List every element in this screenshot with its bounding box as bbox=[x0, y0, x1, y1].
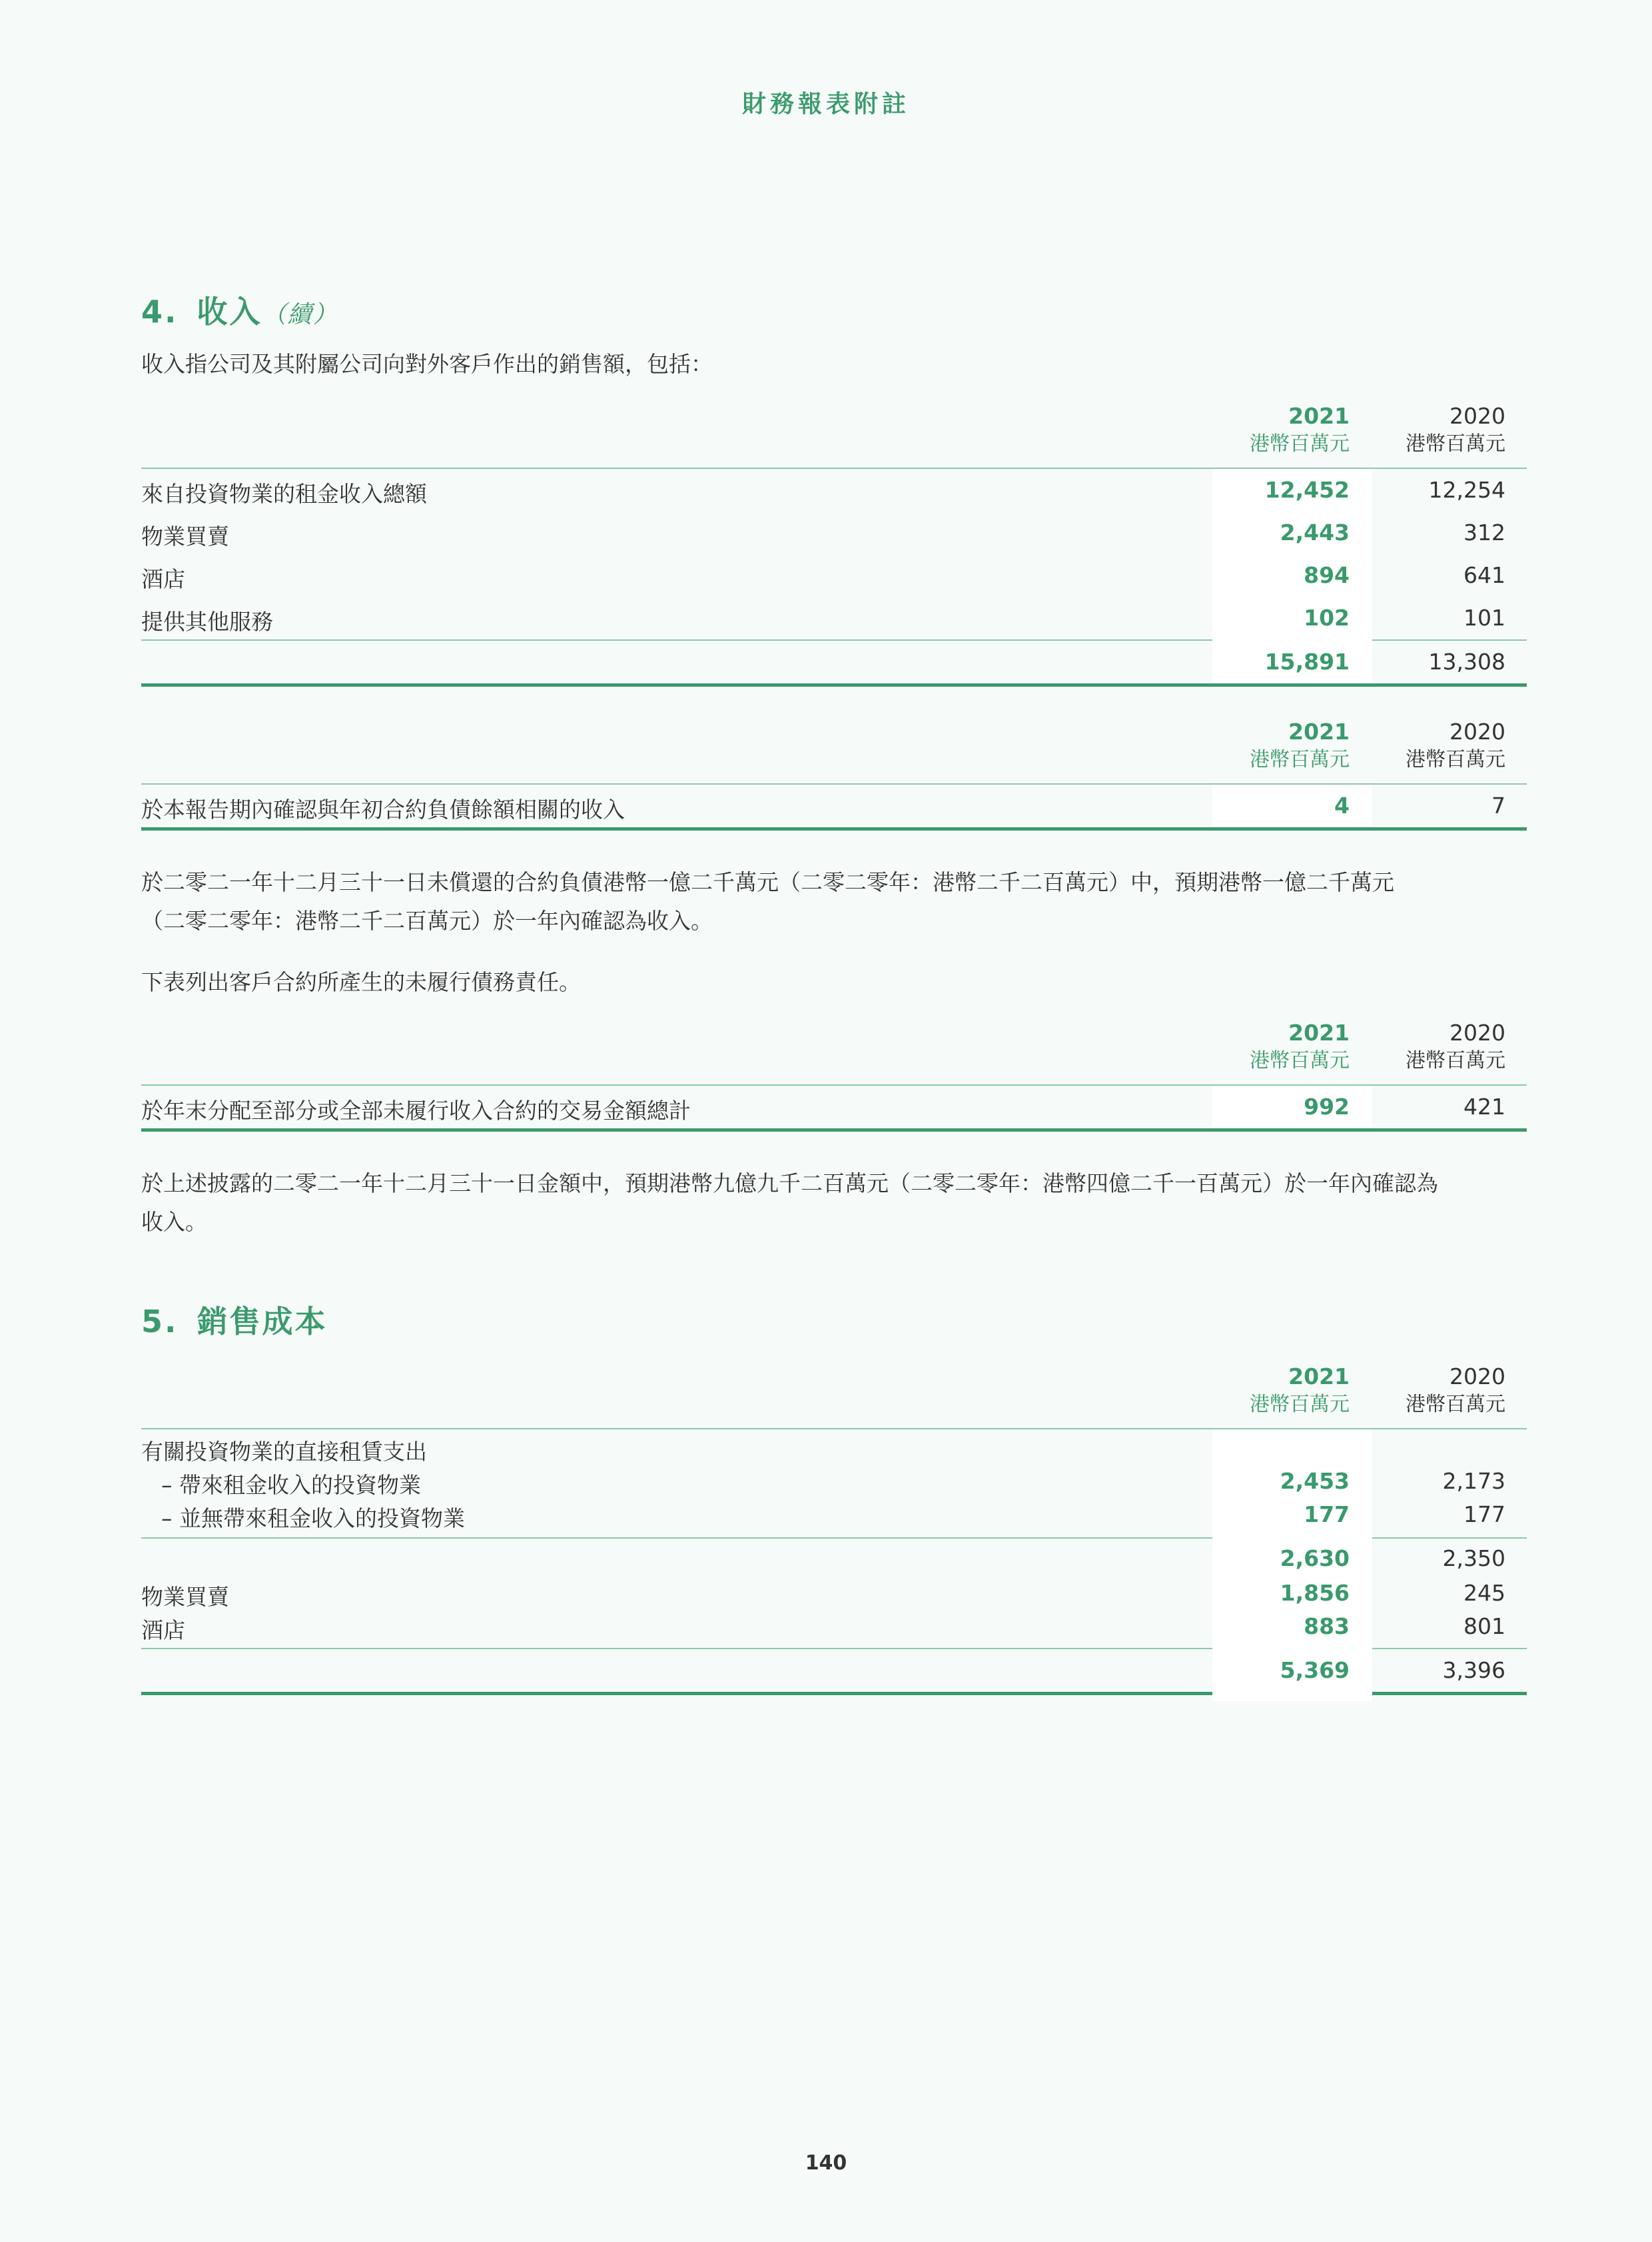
table-row: 物業買賣 1,856 245 bbox=[141, 1580, 1505, 1610]
section-4-heading bbox=[141, 288, 338, 332]
section-title: 銷售成本 bbox=[197, 1304, 328, 1339]
table-row: 於年末分配至部分或全部未履行收入合約的交易金額總計 992 421 bbox=[141, 1094, 1505, 1124]
continued-label: （續） bbox=[262, 301, 338, 328]
group-label-row: 有關投資物業的直接租賃支出 bbox=[141, 1439, 427, 1465]
unsatisfied-obligations-table bbox=[141, 1019, 1527, 1132]
table-header bbox=[141, 1019, 1527, 1074]
table-row: 酒店 894 641 bbox=[141, 562, 1505, 592]
total-rule bbox=[141, 1128, 1527, 1132]
current-year-header: 2021 港幣百萬元 bbox=[1250, 403, 1350, 456]
table-row: 提供其他服務 102 101 bbox=[141, 605, 1505, 635]
prior-year-header: 2020 港幣百萬元 bbox=[1406, 1363, 1505, 1416]
revenue-table bbox=[141, 402, 1527, 687]
section-number: 5. bbox=[141, 1304, 179, 1339]
section-number: 4. bbox=[141, 294, 179, 330]
table-header bbox=[141, 402, 1527, 457]
prior-year-header: 2020 港幣百萬元 bbox=[1406, 1020, 1505, 1072]
current-year-header: 2021 港幣百萬元 bbox=[1250, 1020, 1350, 1072]
section-5-heading bbox=[141, 1298, 327, 1341]
table-row: 物業買賣 2,443 312 bbox=[141, 520, 1505, 550]
subtotal-row: 2,630 2,350 bbox=[1280, 1545, 1505, 1571]
cost-of-sales-table bbox=[141, 1363, 1527, 1695]
total-row: 15,891 13,308 bbox=[1264, 649, 1505, 675]
table-row: – 帶來租金收入的投資物業 2,453 2,173 bbox=[161, 1468, 1505, 1498]
prior-year-header: 2020 港幣百萬元 bbox=[1406, 403, 1505, 456]
obligations-note: 於上述披露的二零二一年十二月三十一日金額中，預期港幣九億九千二百萬元（二零二零年：港幣四億二千一百萬元）於一年內確認為 收入。 bbox=[141, 1170, 1438, 1235]
total-rule bbox=[141, 683, 1527, 687]
section-title: 收入 bbox=[197, 294, 262, 330]
table-header bbox=[141, 718, 1527, 773]
table-row: 於本報告期內確認與年初合約負債餘額相關的收入 4 7 bbox=[141, 793, 1505, 823]
current-year-header: 2021 港幣百萬元 bbox=[1250, 1363, 1350, 1416]
prior-year-header: 2020 港幣百萬元 bbox=[1406, 719, 1505, 771]
contract-liability-note: 於二零二一年十二月三十一日未償還的合約負債港幣一億二千萬元（二零二零年：港幣二千二百萬元）中，預期港幣一億二千萬元 （二零二零年：港幣二千二百萬元）於一年內確認為收入。 bbox=[141, 869, 1394, 934]
table-header bbox=[141, 1363, 1527, 1417]
running-header: 財務報表附註 bbox=[741, 91, 910, 118]
obligations-intro: 下表列出客戶合約所產生的未履行債務責任。 bbox=[141, 969, 581, 995]
total-row: 5,369 3,396 bbox=[1280, 1657, 1505, 1683]
table-row: 來自投資物業的租金收入總額 12,452 12,254 bbox=[141, 477, 1505, 507]
table-row: 酒店 883 801 bbox=[141, 1613, 1505, 1643]
revenue-intro: 收入指公司及其附屬公司向對外客戶作出的銷售額，包括： bbox=[141, 351, 713, 377]
page-number: 140 bbox=[805, 2151, 847, 2175]
total-rule bbox=[141, 827, 1527, 831]
current-year-header: 2021 港幣百萬元 bbox=[1250, 719, 1350, 771]
contract-liability-table bbox=[141, 718, 1527, 831]
table-row: – 並無帶來租金收入的投資物業 177 177 bbox=[161, 1501, 1505, 1531]
